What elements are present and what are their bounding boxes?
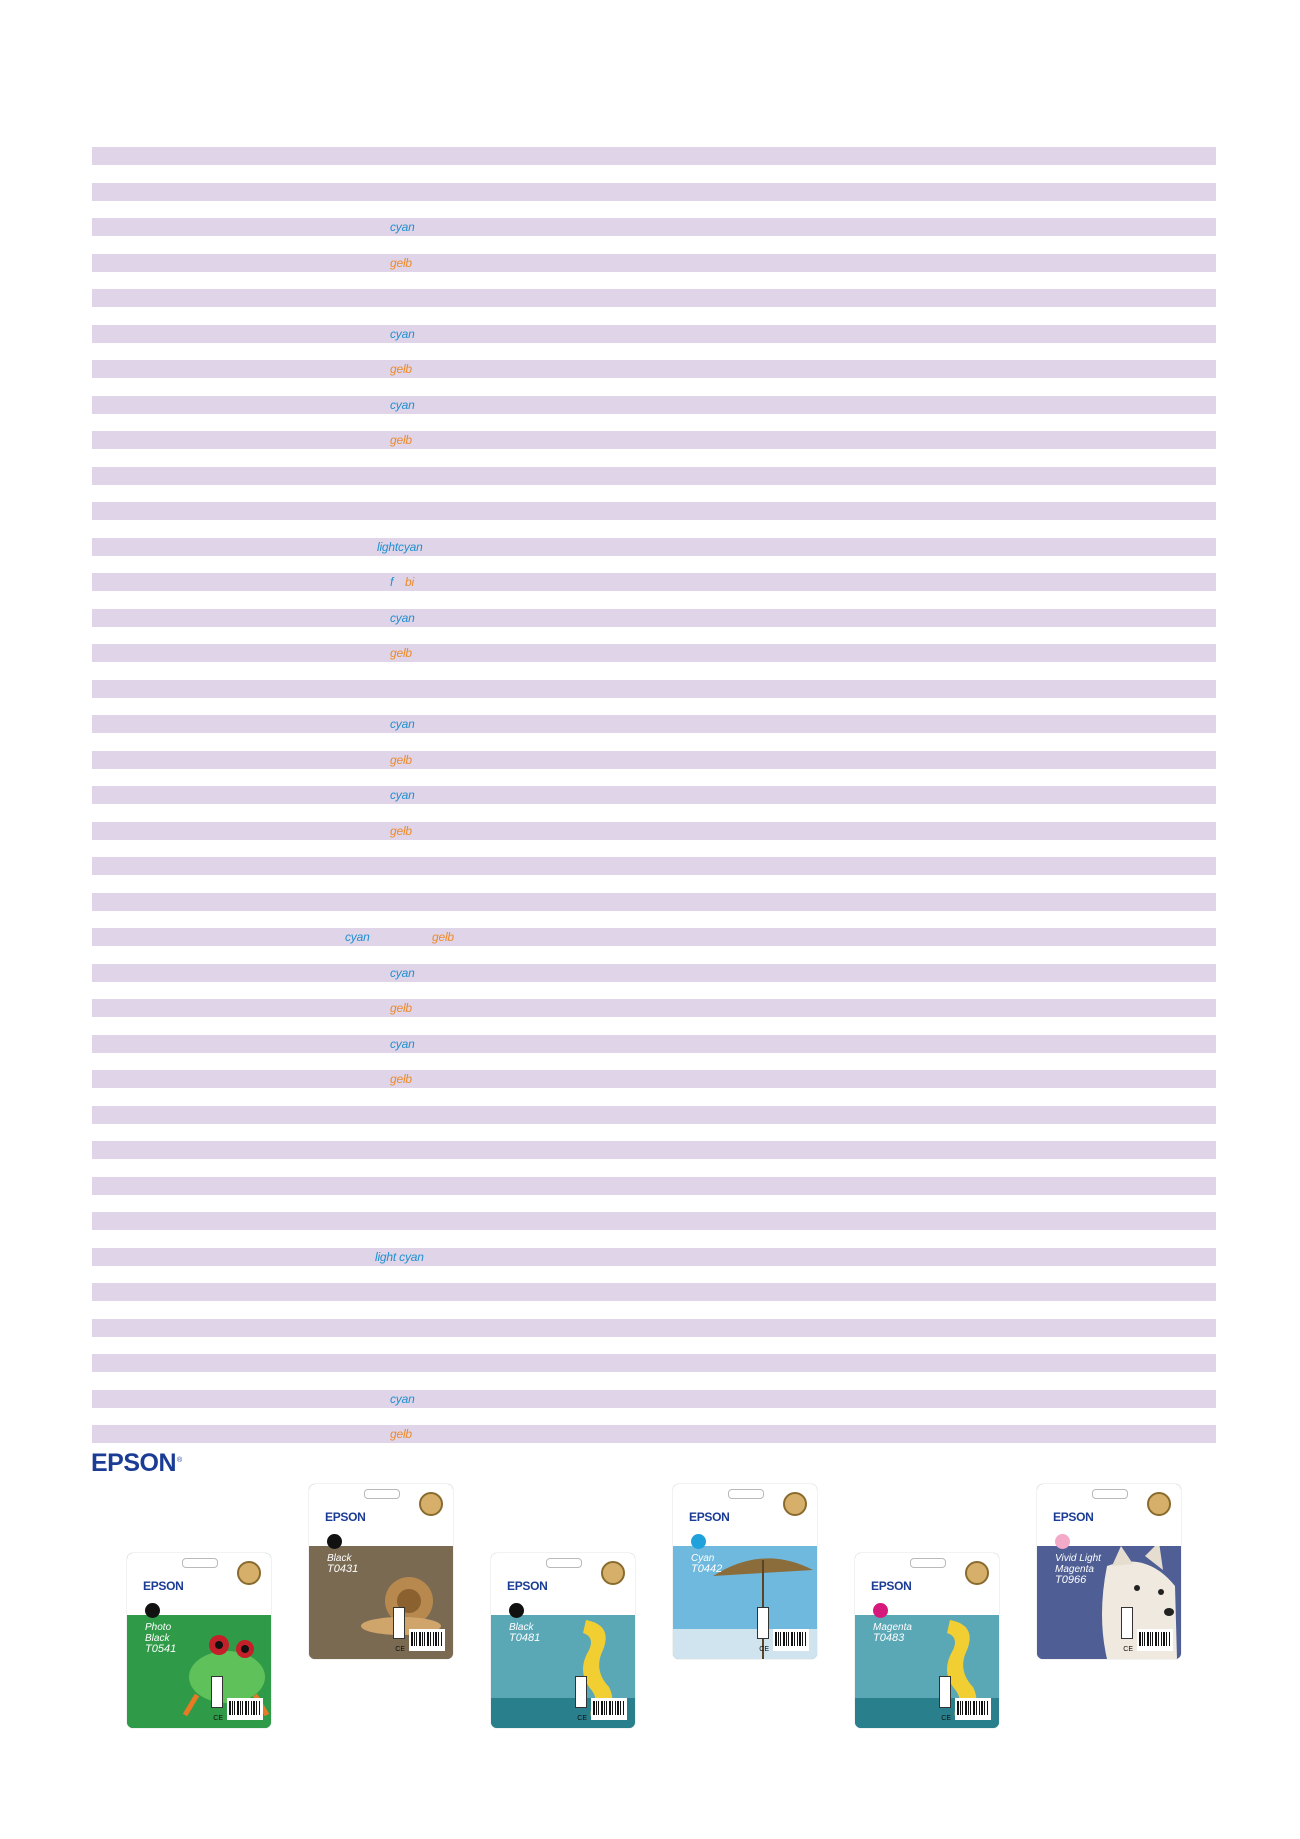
hang-tab [1092, 1489, 1128, 1499]
table-row [92, 1106, 1216, 1124]
pack-label [327, 1553, 358, 1575]
pack-line2: Magenta [1055, 1564, 1094, 1575]
table-row [92, 1070, 1216, 1088]
table-row [92, 254, 1216, 272]
table-row [92, 822, 1216, 840]
color-label: gelb [390, 433, 412, 447]
table-row [92, 289, 1216, 307]
epson-logo: EPSON® [91, 1449, 182, 1477]
table-row [92, 1319, 1216, 1337]
ce-mark-icon: CE [213, 1715, 223, 1722]
color-label: cyan [390, 1391, 415, 1406]
color-label: gelb [390, 752, 412, 767]
table-row [92, 1141, 1216, 1159]
table-row [92, 1354, 1216, 1372]
pack-brand: EPSON [1053, 1510, 1094, 1524]
ce-mark-icon: CE [1123, 1646, 1133, 1653]
table-row [92, 396, 1216, 414]
table-row [92, 325, 1216, 343]
ink-color-dot [873, 1603, 888, 1618]
ink-color-dot [691, 1534, 706, 1549]
pack-line2: Black [509, 1622, 534, 1633]
table-row [92, 1248, 1216, 1266]
pack-code: T0541 [145, 1643, 177, 1655]
ink-cartridge-pack [309, 1484, 453, 1659]
pack-line1: Vivid Light [1055, 1553, 1101, 1564]
pack-label [509, 1622, 540, 1644]
table-row [92, 183, 1216, 201]
ink-color-dot [1055, 1534, 1070, 1549]
pack-line2: Black [145, 1633, 170, 1644]
barcode [1137, 1629, 1173, 1651]
pack-line2: Cyan [691, 1553, 715, 1564]
table-row [92, 715, 1216, 733]
pack-code: T0442 [691, 1563, 723, 1575]
recycle-icon [211, 1676, 223, 1708]
color-label: gelb [390, 255, 412, 270]
color-label: cyan [390, 610, 415, 625]
color-label: bi [405, 575, 414, 589]
ink-cartridge-pack [491, 1553, 635, 1728]
barcode [227, 1698, 263, 1720]
quality-seal-icon [1147, 1492, 1171, 1516]
color-label: cyan [390, 965, 415, 980]
table-row [92, 857, 1216, 875]
table-row [92, 467, 1216, 485]
table-row [92, 1212, 1216, 1230]
table-row [92, 147, 1216, 165]
pack-code: T0966 [1055, 1574, 1087, 1586]
table-row [92, 538, 1216, 556]
table-row [92, 786, 1216, 804]
ink-color-dot [509, 1603, 524, 1618]
quality-seal-icon [965, 1561, 989, 1585]
recycle-icon [1121, 1607, 1133, 1639]
color-label: gelb [390, 1072, 412, 1086]
color-label: gelb [390, 1001, 412, 1015]
table-row [92, 1035, 1216, 1053]
recycle-icon [575, 1676, 587, 1708]
recycle-icon [757, 1607, 769, 1639]
table-row [92, 360, 1216, 378]
pack-label [145, 1622, 176, 1655]
color-label: gelb [390, 362, 412, 376]
table-row [92, 1390, 1216, 1408]
ink-cartridge-pack [855, 1553, 999, 1728]
ce-mark-icon: CE [941, 1715, 951, 1722]
quality-seal-icon [783, 1492, 807, 1516]
table-row [92, 1425, 1216, 1443]
table-row [92, 644, 1216, 662]
barcode [955, 1698, 991, 1720]
pack-line2: Black [327, 1553, 352, 1564]
color-label: gelb [390, 1427, 412, 1441]
ce-mark-icon: CE [395, 1646, 405, 1653]
table-row [92, 893, 1216, 911]
table-row [92, 999, 1216, 1017]
table-row [92, 964, 1216, 982]
ink-cartridge-pack [673, 1484, 817, 1659]
color-label: gelb [390, 646, 412, 660]
ink-color-dot [145, 1603, 160, 1618]
table-row [92, 218, 1216, 236]
color-label: cyan [390, 220, 415, 234]
color-label: cyan [390, 326, 415, 341]
pack-code: T0481 [509, 1632, 541, 1644]
table-row [92, 431, 1216, 449]
color-label: cyan [390, 717, 415, 731]
barcode [773, 1629, 809, 1651]
pack-code: T0483 [873, 1632, 905, 1644]
table-row [92, 1177, 1216, 1195]
hang-tab [546, 1558, 582, 1568]
color-label: f [390, 575, 394, 589]
table-row [92, 928, 1216, 946]
color-label: light cyan [375, 1249, 424, 1264]
barcode [409, 1629, 445, 1651]
ink-cartridge-pack [1037, 1484, 1181, 1659]
color-label: cyan [345, 930, 370, 944]
pack-label [1055, 1553, 1101, 1586]
quality-seal-icon [601, 1561, 625, 1585]
table-row [92, 609, 1216, 627]
ink-color-dot [327, 1534, 342, 1549]
pack-line1: Photo [145, 1622, 172, 1633]
ce-mark-icon: CE [759, 1646, 769, 1653]
pack-brand: EPSON [689, 1510, 730, 1524]
color-label: cyan [390, 397, 415, 412]
quality-seal-icon [237, 1561, 261, 1585]
table-row [92, 680, 1216, 698]
recycle-icon [939, 1676, 951, 1708]
color-label: cyan [390, 788, 415, 802]
pack-label [873, 1622, 912, 1644]
recycle-icon [393, 1607, 405, 1639]
pack-line2: Magenta [873, 1622, 912, 1633]
hang-tab [182, 1558, 218, 1568]
hang-tab [728, 1489, 764, 1499]
pack-brand: EPSON [143, 1579, 184, 1593]
table-row [92, 751, 1216, 769]
table-row [92, 502, 1216, 520]
pack-code: T0431 [327, 1563, 359, 1575]
color-label: lightcyan [377, 539, 423, 554]
hang-tab [364, 1489, 400, 1499]
barcode [591, 1698, 627, 1720]
pack-brand: EPSON [507, 1579, 548, 1593]
pack-brand: EPSON [325, 1510, 366, 1524]
pack-brand: EPSON [871, 1579, 912, 1593]
ce-mark-icon: CE [577, 1715, 587, 1722]
color-label: gelb [432, 930, 454, 944]
quality-seal-icon [419, 1492, 443, 1516]
hang-tab [910, 1558, 946, 1568]
color-label: cyan [390, 1036, 415, 1051]
table-row [92, 573, 1216, 591]
table-row [92, 1283, 1216, 1301]
pack-label [691, 1553, 722, 1575]
ink-cartridge-pack [127, 1553, 271, 1728]
color-label: gelb [390, 823, 412, 838]
